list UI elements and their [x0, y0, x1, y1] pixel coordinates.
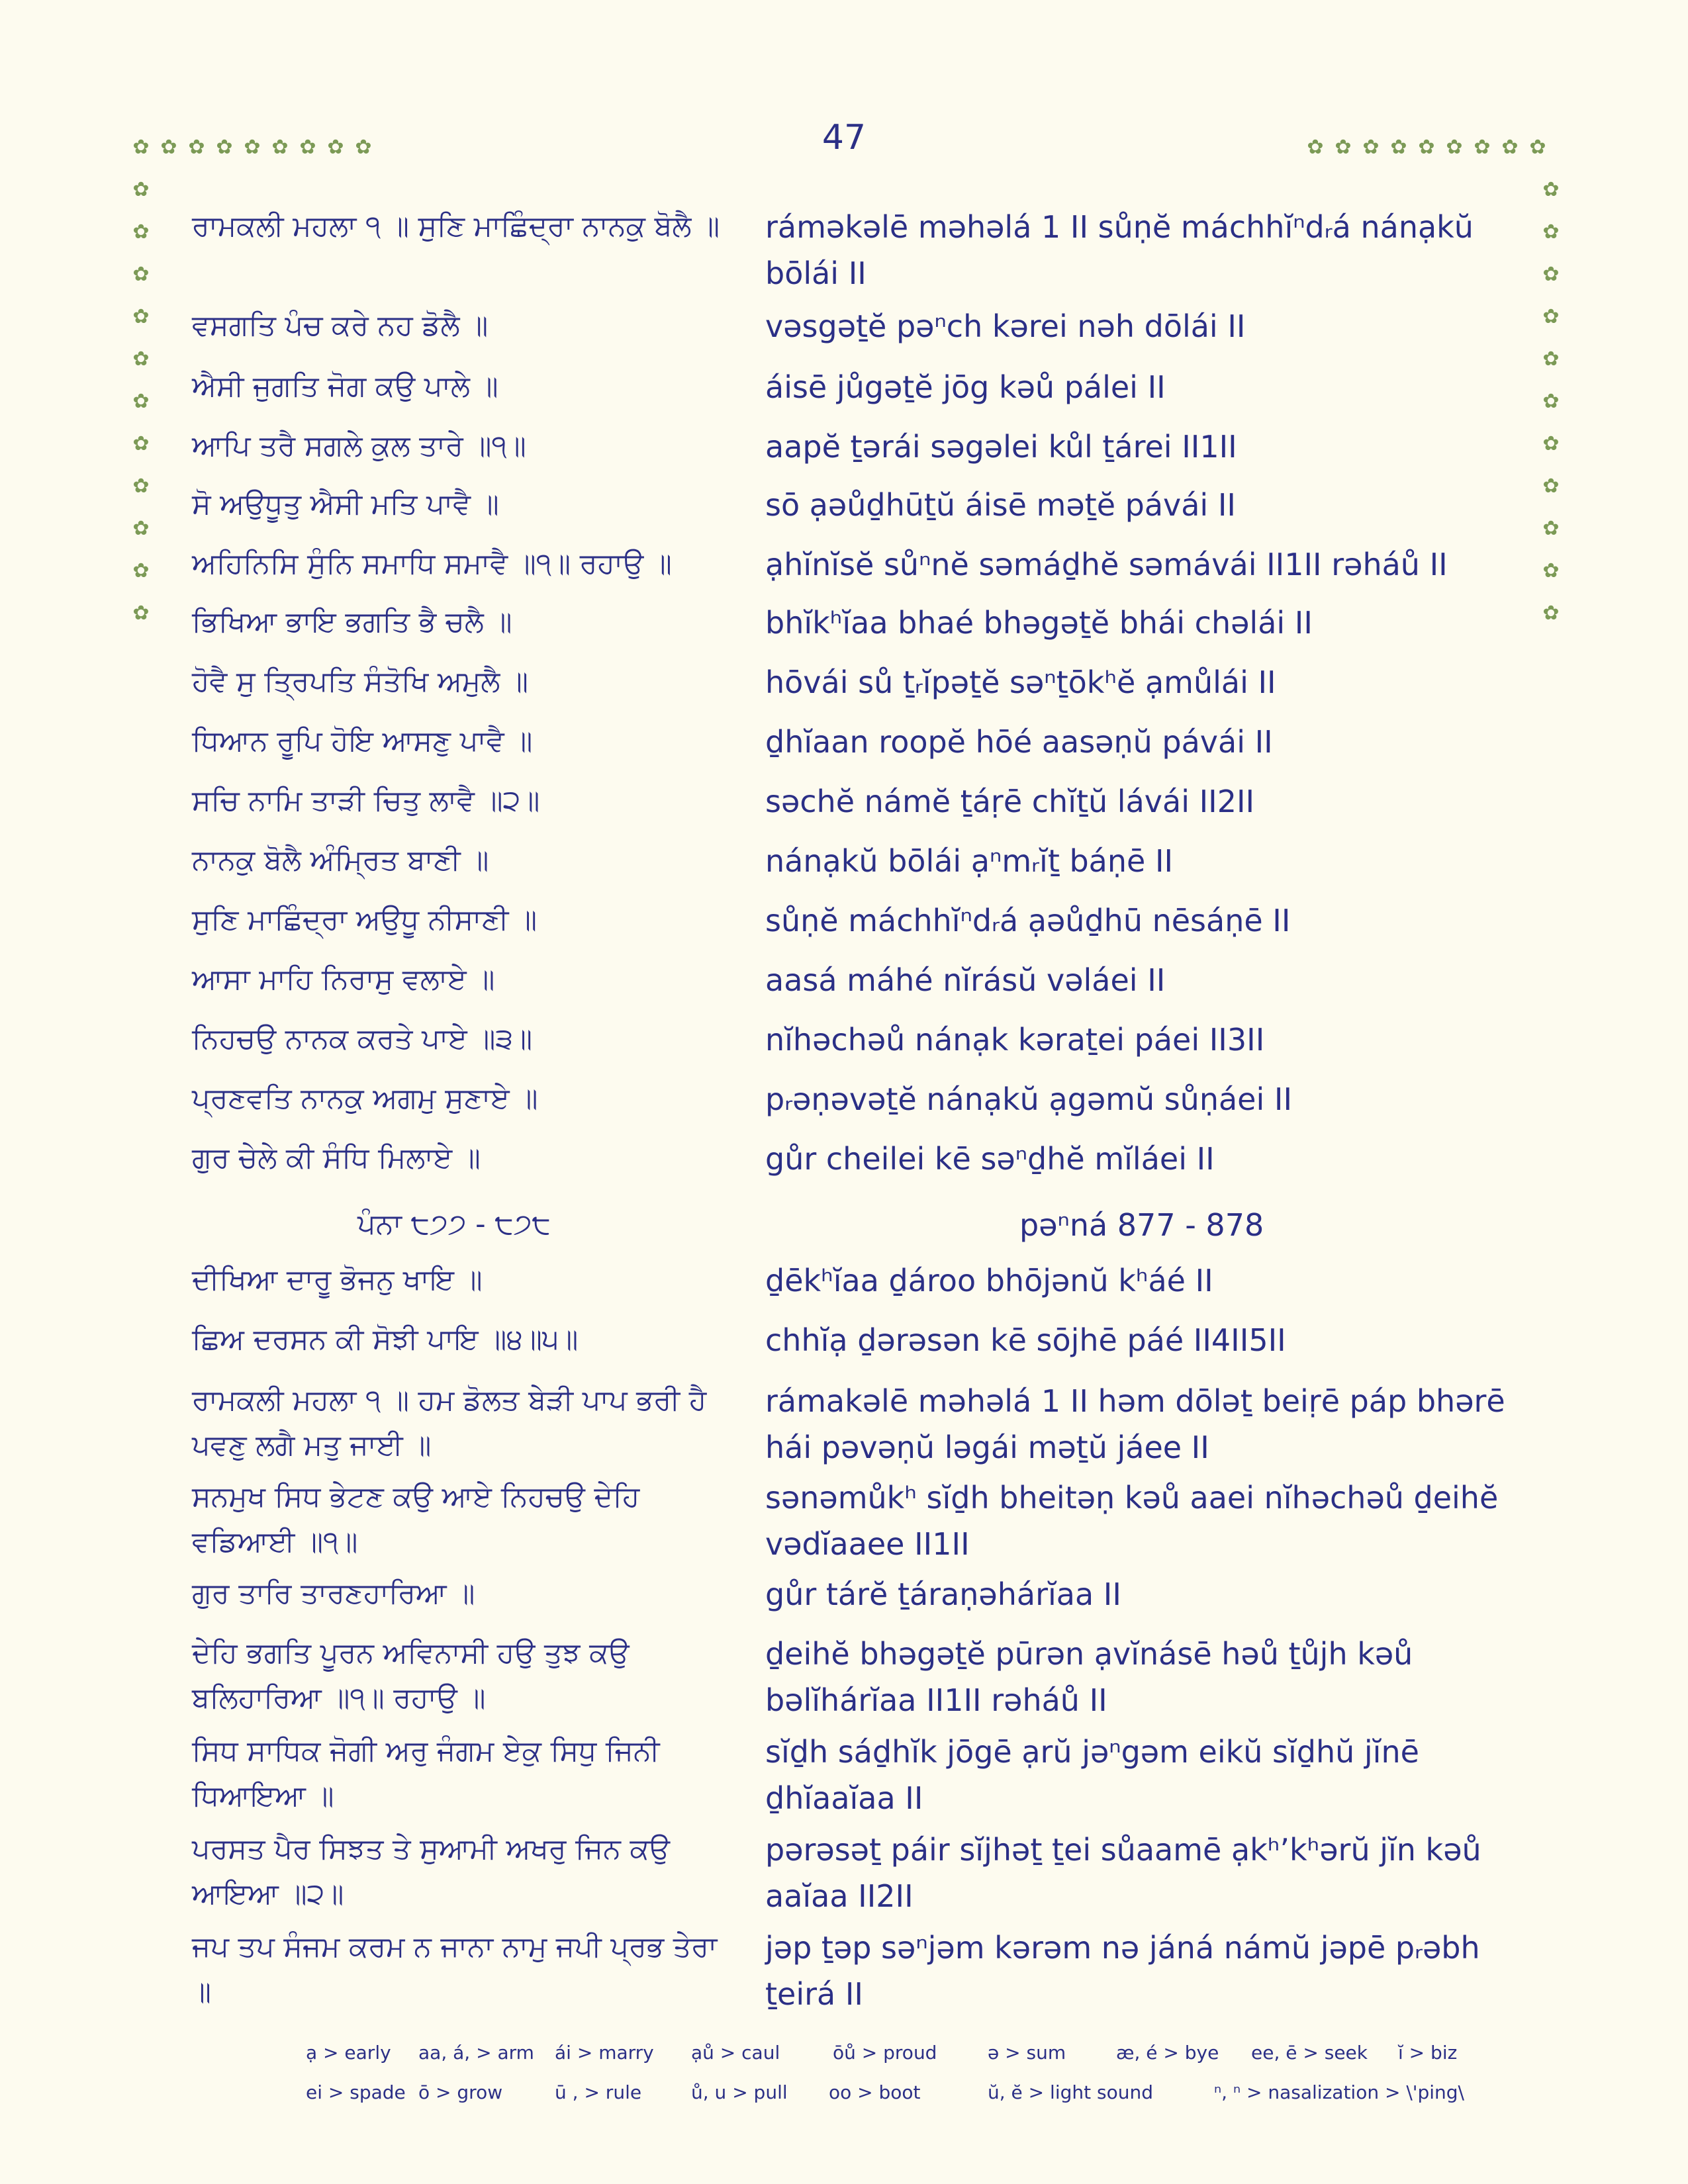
flower-icon: ✿ — [132, 263, 150, 286]
transliteration-line: ạhĭnĭsĕ sůⁿnĕ səmáḏhĕ səmávái II1II rəháů II — [765, 547, 1448, 582]
gurmukhi-line: ਪ੍ਰਣਵਤਿ ਨਾਨਕੁ ਅਗਮੁ ਸੁਣਾਏ ॥ — [192, 1082, 538, 1115]
transliteration-line: ḏēkʰĭaa ḏároo bhōjənŭ kʰáé II — [765, 1263, 1213, 1298]
flower-icon: ✿ — [188, 136, 205, 159]
flower-icon: ✿ — [216, 136, 233, 159]
flower-icon: ✿ — [1390, 136, 1407, 159]
flower-icon: ✿ — [1542, 475, 1560, 498]
flower-icon: ✿ — [299, 136, 316, 159]
transliteration-line: jəp ṯəp səⁿjəm kərəm nə jáná námŭ jəpē pᵣəbh ṯeirá II — [765, 1930, 1490, 2012]
flower-icon: ✿ — [244, 136, 261, 159]
transliteration-line: sĭḏh sáḏhĭk jōgē ạrŭ jəⁿgəm eikŭ sĭḏhŭ jĭnē ḏhĭaaĭaa II — [765, 1734, 1429, 1816]
transliteration-line: səchĕ námĕ ṯáṛē chĭṯŭ lávái II2II — [765, 784, 1255, 819]
flower-icon: ✿ — [1446, 136, 1463, 159]
flower-icon: ✿ — [1542, 390, 1560, 413]
gurmukhi-line: ਨਿਹਚਉ ਨਾਨਕ ਕਰਤੇ ਪਾਏ ॥੩॥ — [192, 1023, 533, 1056]
transliteration-line: pᵣəṇəvəṯĕ nánạkŭ ạgəmŭ sůṇáei II — [765, 1081, 1293, 1117]
gurmukhi-line: ਗੁਰ ਤਾਰਿ ਤਾਰਣਹਾਰਿਆ ॥ — [192, 1577, 475, 1610]
legend-item: ə > sum — [988, 2042, 1066, 2064]
flower-icon: ✿ — [160, 136, 177, 159]
flower-icon: ✿ — [132, 475, 150, 498]
legend-item: ů, u > pull — [691, 2081, 788, 2103]
transliteration-line: ḏhĭaan roopĕ hōé aasəṇŭ pávái II — [765, 724, 1273, 760]
page-number: 47 — [821, 118, 867, 158]
transliteration-line: pərəsəṯ páir sĭjhəṯ ṯei sůaamē ạkʰ’kʰərŭ jĭn kəů aaĭaa II2II — [765, 1832, 1491, 1914]
transliteration-line: gůr tárĕ ṯáraṇəhárĭaa II — [765, 1576, 1121, 1612]
transliteration-line: nĭhəchəů nánạk kəraṯei páei II3II — [765, 1022, 1265, 1058]
gurmukhi-line: ਦੇਹਿ ਭਗਤਿ ਪੂਰਨ ਅਵਿਨਾਸੀ ਹਉ ਤੁਝ ਕਉ ਬਲਿਹਾਰਿਆ ॥੧॥ ਰਹਾਉ ॥ — [192, 1637, 639, 1715]
transliteration-line: chhĭạ ḏərəsən kē sōjhē páé II4II5II — [765, 1322, 1286, 1358]
transliteration-line: aasá máhé nĭrásŭ vəláei II — [765, 962, 1166, 998]
flower-icon: ✿ — [1542, 220, 1560, 244]
gurmukhi-line: ਧਿਆਨ ਰੂਪਿ ਹੋਇ ਆਸਣੁ ਪਾਵੈ ॥ — [192, 725, 533, 758]
flower-icon: ✿ — [1474, 136, 1491, 159]
gurmukhi-line: ਦੀਖਿਆ ਦਾਰੂ ਭੋਜਨੁ ਖਾਇ ॥ — [192, 1263, 483, 1297]
gurmukhi-line: ਸਨਮੁਖ ਸਿਧ ਭੇਟਣ ਕਉ ਆਏ ਨਿਹਚਉ ਦੇਹਿ ਵਡਿਆਈ ॥੧॥ — [192, 1480, 649, 1559]
flower-icon: ✿ — [132, 559, 150, 582]
flower-icon: ✿ — [1501, 136, 1519, 159]
flower-icon: ✿ — [1335, 136, 1352, 159]
flower-icon: ✿ — [355, 136, 372, 159]
flower-icon: ✿ — [132, 602, 150, 625]
flower-icon: ✿ — [1542, 347, 1560, 371]
legend-item: aa, á, > arm — [418, 2042, 534, 2064]
legend-item: ĭ > biz — [1398, 2042, 1458, 2064]
gurmukhi-line: ਸੋ ਅਉਧੂਤੁ ਐਸੀ ਮਤਿ ਪਾਵੈ ॥ — [192, 488, 499, 521]
page-reference-gurmukhi: ਪੰਨਾ ੮੭੭ - ੮੭੮ — [357, 1208, 551, 1241]
transliteration-line: rámakəlē məhəlá 1 II həm dōləṯ beiṛē páp bhərē hái pəvəṇŭ ləgái məṯŭ jáee II — [765, 1383, 1515, 1465]
flower-icon: ✿ — [271, 136, 289, 159]
legend-item: ạ > early — [306, 2042, 391, 2064]
gurmukhi-line: ਜਪ ਤਪ ਸੰਜਮ ਕਰਮ ਨ ਜਾਨਾ ਨਾਮੁ ਜਪੀ ਪ੍ਰਭ ਤੇਰਾ ॥ — [192, 1931, 726, 2009]
flower-icon: ✿ — [132, 136, 150, 159]
flower-icon: ✿ — [1362, 136, 1380, 159]
flower-icon: ✿ — [1542, 178, 1560, 201]
legend-item: ŭ, ĕ > light sound — [988, 2081, 1153, 2103]
flower-icon: ✿ — [132, 347, 150, 371]
transliteration-line: vəsgəṯĕ pəⁿch kərei nəh dōlái II — [765, 308, 1246, 344]
transliteration-line: ráməkəlē məhəlá 1 II sůṇĕ máchhĭⁿdᵣá nánạkŭ bōlái II — [765, 209, 1483, 291]
gurmukhi-line: ਐਸੀ ਜੁਗਤਿ ਜੋਗ ਕਉ ਪਾਲੇ ॥ — [192, 370, 498, 403]
transliteration-line: hōvái sů ṯᵣĭpəṯĕ səⁿṯōkʰĕ ạmůlái II — [765, 664, 1276, 700]
gurmukhi-line: ਸਿਧ ਸਾਧਿਕ ਜੋਗੀ ਅਰੁ ਜੰਗਮ ਏਕੁ ਸਿਧੁ ਜਿਨੀ ਧਿਆਇਆ ॥ — [192, 1735, 669, 1813]
legend-item: ee, ē > seek — [1251, 2042, 1368, 2064]
flower-icon: ✿ — [1542, 432, 1560, 455]
gurmukhi-line: ਅਹਿਨਿਸਿ ਸੁੰਨਿ ਸਮਾਧਿ ਸਮਾਵੈ ॥੧॥ ਰਹਾਉ ॥ — [192, 547, 672, 580]
gurmukhi-line: ਰਾਮਕਲੀ ਮਹਲਾ ੧ ॥ ਹਮ ਡੋਲਤ ਬੇੜੀ ਪਾਪ ਭਰੀ ਹੈ ਪਵਣੁ ਲਗੈ ਮਤੁ ਜਾਈ ॥ — [192, 1384, 716, 1462]
gurmukhi-line: ਪਰਸਤ ਪੈਰ ਸਿਝਤ ਤੇ ਸੁਆਮੀ ਅਖਰੁ ਜਿਨ ਕਉ ਆਇਆ ॥੨॥ — [192, 1833, 679, 1911]
flower-icon: ✿ — [132, 178, 150, 201]
flower-icon: ✿ — [1529, 136, 1546, 159]
transliteration-line: sənəmůkʰ sĭḏh bheitəṇ kəů aaei nĭhəchəů ḏeihĕ vədĭaaee II1II — [765, 1480, 1508, 1562]
flower-icon: ✿ — [132, 432, 150, 455]
transliteration-line: sō ạəůḏhūṯŭ áisē məṯĕ pávái II — [765, 487, 1236, 523]
gurmukhi-line: ਸੁਣਿ ਮਾਛਿੰਦ੍ਰਾ ਅਉਧੂ ਨੀਸਾਣੀ ॥ — [192, 903, 538, 936]
transliteration-line: bhĭkʰĭaa bhaé bhəgəṯĕ bhái chəlái II — [765, 605, 1313, 641]
gurmukhi-line: ਗੁਰ ਚੇਲੇ ਕੀ ਸੰਧਿ ਮਿਲਾਏ ॥ — [192, 1142, 481, 1175]
gurmukhi-line: ਸਚਿ ਨਾਮਿ ਤਾੜੀ ਚਿਤੁ ਲਾਵੈ ॥੨॥ — [192, 784, 540, 817]
gurmukhi-line: ਹੋਵੈ ਸੁ ਤ੍ਰਿਪਤਿ ਸੰਤੋਖਿ ਅਮੁਲੈ ॥ — [192, 665, 529, 698]
flower-icon: ✿ — [1542, 602, 1560, 625]
flower-icon: ✿ — [1542, 305, 1560, 328]
flower-icon: ✿ — [1542, 559, 1560, 582]
flower-icon: ✿ — [327, 136, 344, 159]
gurmukhi-line: ਵਸਗਤਿ ਪੰਚ ਕਰੇ ਨਹ ਡੋਲੈ ॥ — [192, 309, 489, 342]
gurmukhi-line: ਛਿਅ ਦਰਸਨ ਕੀ ਸੋਝੀ ਪਾਇ ॥੪॥੫॥ — [192, 1323, 579, 1356]
flower-icon: ✿ — [132, 305, 150, 328]
legend-item: ōů > proud — [833, 2042, 937, 2064]
transliteration-line: aapĕ ṯərái səgəlei kůl ṯárei II1II — [765, 429, 1237, 465]
flower-icon: ✿ — [1418, 136, 1435, 159]
legend-item: ⁿ, ⁿ > nasalization > \'ping\ — [1214, 2081, 1464, 2103]
flower-icon: ✿ — [1307, 136, 1324, 159]
flower-icon: ✿ — [132, 220, 150, 244]
legend-item: æ, é > bye — [1116, 2042, 1219, 2064]
gurmukhi-line: ਰਾਮਕਲੀ ਮਹਲਾ ੧ ॥ ਸੁਣਿ ਮਾਛਿੰਦ੍ਰਾ ਨਾਨਕੁ ਬੋਲੈ ॥ — [192, 210, 720, 243]
gurmukhi-line: ਆਪਿ ਤਰੈ ਸਗਲੇ ਕੁਲ ਤਾਰੇ ॥੧॥ — [192, 430, 526, 463]
transliteration-line: nánạkŭ bōlái ạⁿmᵣĭṯ báṇē II — [765, 843, 1174, 879]
legend-item: ū , > rule — [555, 2081, 642, 2103]
gurmukhi-line: ਆਸਾ ਮਾਹਿ ਨਿਰਾਸੁ ਵਲਾਏ ॥ — [192, 963, 495, 996]
gurmukhi-line: ਭਿਖਿਆ ਭਾਇ ਭਗਤਿ ਭੈ ਚਲੈ ॥ — [192, 606, 512, 639]
transliteration-line: ḏeihĕ bhəgəṯĕ pūrən ạvĭnásē həů ṯůjh kəů bəlĭhárĭaa II1II rəháů II — [765, 1636, 1423, 1718]
transliteration-line: gůr cheilei kē səⁿḏhĕ mĭláei II — [765, 1141, 1215, 1177]
flower-icon: ✿ — [132, 517, 150, 540]
transliteration-line: sůṇĕ máchhĭⁿdᵣá ạəůḏhū nēsáṇē II — [765, 903, 1291, 938]
legend-item: ạů > caul — [691, 2042, 780, 2064]
legend-item: ō > grow — [418, 2081, 503, 2103]
flower-icon: ✿ — [132, 390, 150, 413]
flower-icon: ✿ — [1542, 517, 1560, 540]
transliteration-line: áisē jůgəṯĕ jōg kəů pálei II — [765, 369, 1166, 405]
flower-icon: ✿ — [1542, 263, 1560, 286]
legend-item: ei > spade — [306, 2081, 406, 2103]
page-reference-translit: pəⁿná 877 - 878 — [1019, 1207, 1264, 1243]
legend-item: oo > boot — [829, 2081, 921, 2103]
gurmukhi-line: ਨਾਨਕੁ ਬੋਲੈ ਅੰਮ੍ਰਿਤ ਬਾਣੀ ॥ — [192, 844, 489, 877]
legend-item: ái > marry — [555, 2042, 654, 2064]
